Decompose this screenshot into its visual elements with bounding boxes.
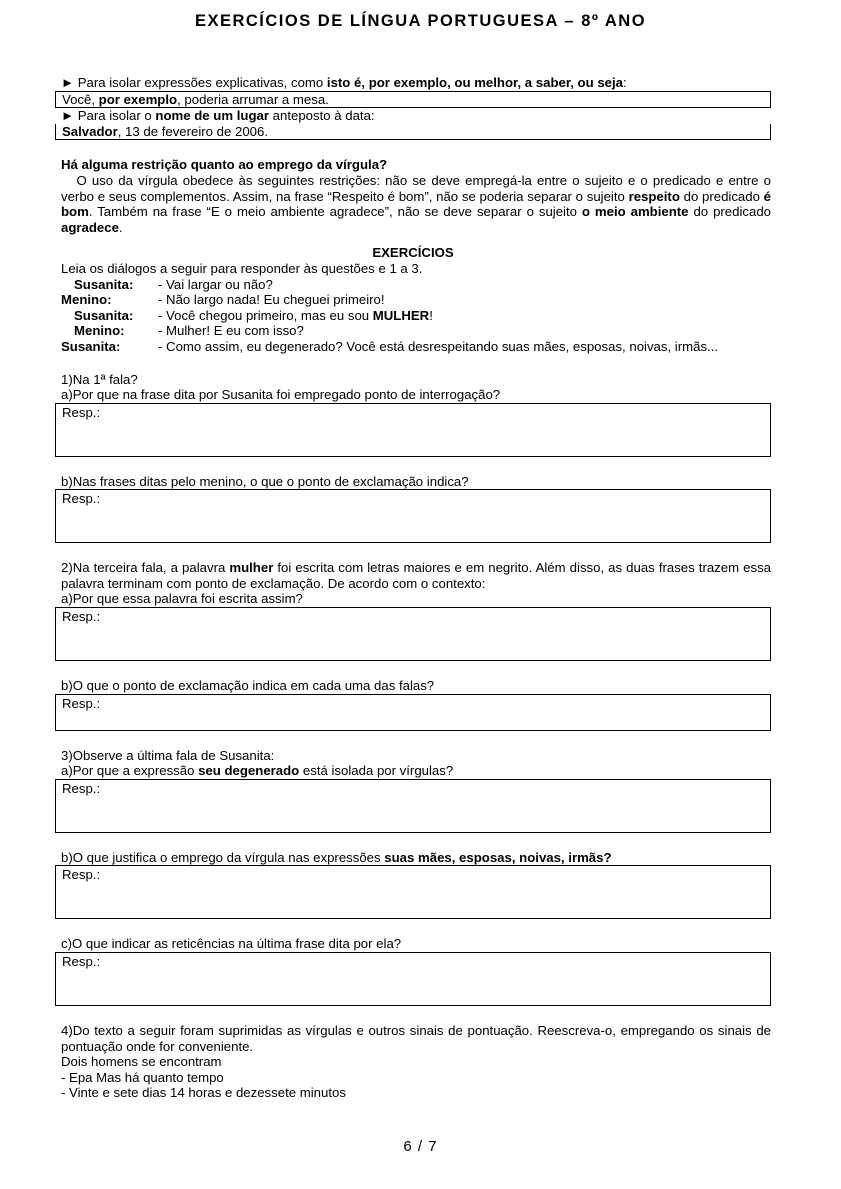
text-line: Dois homens se encontram xyxy=(61,1054,222,1070)
answer-box-1b[interactable]: Resp.: xyxy=(55,489,771,543)
answer-box-2b[interactable]: Resp.: xyxy=(55,694,771,731)
text-line: - Vinte e sete dias 14 horas e dezessete minutos xyxy=(61,1085,346,1101)
question-3: 3)Observe a última fala de Susanita: xyxy=(61,747,275,763)
question-3c: c)O que indicar as reticências na última frase dita por ela? xyxy=(61,936,402,952)
dialog-line: Susanita: - Como assim, eu degenerado? Você está desrespeitando suas mães, esposas, noivas, irmãs... xyxy=(61,338,719,354)
rule-place-name: ► Para isolar o nome de um lugar anteposto à data: xyxy=(61,108,375,124)
question-2a: a)Por que essa palavra foi escrita assim? xyxy=(61,591,303,607)
example-box-1: Você, por exemplo, poderia arrumar a mesa. xyxy=(55,91,771,109)
text-line: - Epa Mas há quanto tempo xyxy=(61,1069,224,1085)
answer-box-2a[interactable]: Resp.: xyxy=(55,607,771,661)
dialog-line: Susanita: - Você chegou primeiro, mas eu sou MULHER! xyxy=(74,307,433,323)
restriction-paragraph: O uso da vírgula obedece às seguintes restrições: não se deve empregá-la entre o sujeito e o predicado e entre o verbo e seus complementos. Assim, na frase “Respeito é bom”, não se poderia separar o sujeito respeito do predicado é bom. Também na frase “E o meio ambiente agradece”, não se deve separar o sujeito o meio ambiente do predicado agradece. xyxy=(61,172,775,235)
exercises-heading: EXERCÍCIOS xyxy=(372,245,454,261)
page-title: EXERCÍCIOS DE LÍNGUA PORTUGUESA – 8º ANO xyxy=(194,12,647,30)
example-box-2: Salvador, 13 de fevereiro de 2006. xyxy=(55,124,771,141)
dialog xyxy=(55,277,771,355)
answer-box-3a[interactable]: Resp.: xyxy=(55,779,771,833)
question-1a: a)Por que na frase dita por Susanita foi empregado ponto de interrogação? xyxy=(61,387,501,403)
answer-box-1a[interactable]: Resp.: xyxy=(55,403,771,457)
document-body xyxy=(55,75,775,1101)
question-3b: b)O que justifica o emprego da vírgula nas expressões suas mães, esposas, noivas, irmãs? xyxy=(61,849,612,865)
dialog-line: Menino: - Mulher! E eu com isso? xyxy=(74,323,304,339)
answer-box-3c[interactable]: Resp.: xyxy=(55,952,771,1006)
question-1: 1)Na 1ª fala? xyxy=(61,371,138,387)
question-3a: a)Por que a expressão seu degenerado está isolada por vírgulas? xyxy=(61,763,454,779)
question-2: 2)Na terceira fala, a palavra mulher foi escrita com letras maiores e em negrito. Além disso, as duas frases trazem essa palavra terminam com ponto de exclamação. De acordo com o contexto: xyxy=(61,560,772,591)
question-4: 4)Do texto a seguir foram suprimidas as vírgulas e outros sinais de pontuação. Reescreva-o, empregando os sinais de pontuação onde for conveniente. xyxy=(61,1023,771,1054)
rule-explicative: ► Para isolar expressões explicativas, como isto é, por exemplo, ou melhor, a saber, ou seja: xyxy=(61,75,627,90)
dialog-line: Menino: - Não largo nada! Eu cheguei primeiro! xyxy=(61,292,385,308)
answer-box-3b[interactable]: Resp.: xyxy=(55,865,771,919)
question-1b: b)Nas frases ditas pelo menino, o que o ponto de exclamação indica? xyxy=(61,473,469,489)
restriction-heading: Há alguma restrição quanto ao emprego da vírgula? xyxy=(61,157,388,173)
exercises-intro: Leia os diálogos a seguir para responder às questões e 1 a 3. xyxy=(61,260,423,276)
question-2b: b)O que o ponto de exclamação indica em cada uma das falas? xyxy=(61,678,435,694)
page-number: 6 / 7 xyxy=(403,1138,438,1155)
dialog-line: Susanita: - Vai largar ou não? xyxy=(74,276,273,292)
